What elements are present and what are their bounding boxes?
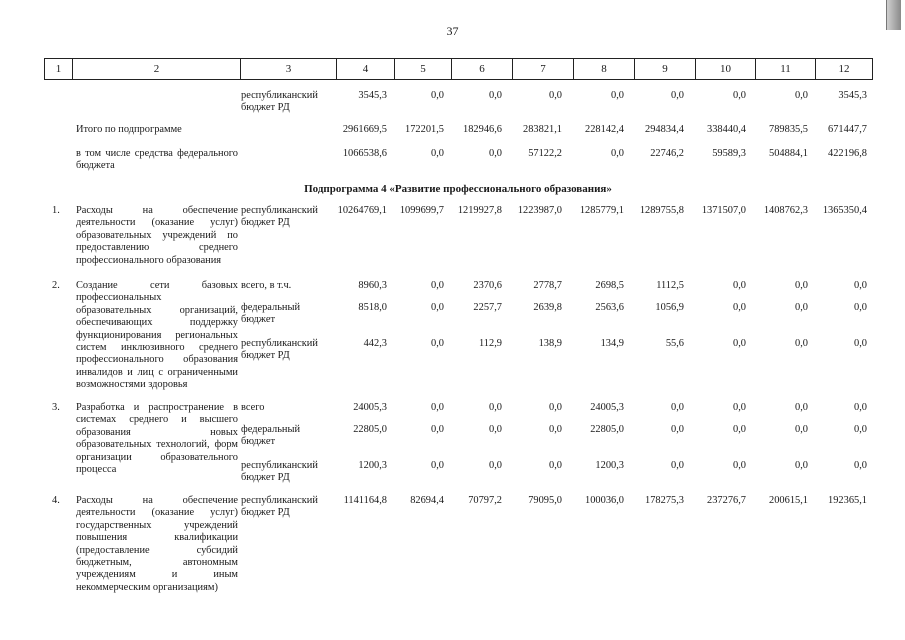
funding-source: республиканский бюджет РД [241,338,318,362]
amount-cell: 442,3 [363,338,387,349]
column-header-cell: 6 [452,59,513,80]
funding-source: республиканский бюджет РД [241,460,318,484]
funding-source: всего [241,402,265,413]
amount-cell: 0,0 [549,90,562,101]
funding-source: республиканский бюджет РД [241,205,318,229]
amount-cell: 0,0 [854,338,867,349]
amount-cell: 0,0 [489,424,502,435]
amount-cell: 1141164,8 [343,495,387,506]
table-body [44,80,872,632]
amount-cell: 0,0 [671,460,684,471]
amount-cell: 2257,7 [473,302,502,313]
amount-cell: 0,0 [431,338,444,349]
column-header-cell: 9 [635,59,696,80]
amount-cell: 0,0 [671,424,684,435]
amount-cell: 0,0 [854,424,867,435]
amount-cell: 0,0 [431,280,444,291]
amount-cell: 3545,3 [838,90,867,101]
amount-cell: 178275,3 [645,495,684,506]
amount-cell: 0,0 [733,338,746,349]
amount-cell: 2961669,5 [342,124,387,135]
amount-cell: 0,0 [795,424,808,435]
amount-cell: 0,0 [733,302,746,313]
expense-item-name: в том числе средства федерального бюджета [76,148,238,172]
amount-cell: 0,0 [854,302,867,313]
amount-cell: 1289755,8 [639,205,684,216]
amount-cell: 10264769,1 [337,205,387,216]
amount-cell: 0,0 [549,460,562,471]
amount-cell: 0,0 [431,424,444,435]
funding-source: всего, в т.ч. [241,280,292,291]
amount-cell: 2370,6 [473,280,502,291]
amount-cell: 504884,1 [769,148,808,159]
amount-cell: 0,0 [431,302,444,313]
funding-source: федеральный бюджет [241,302,301,326]
amount-cell: 0,0 [671,90,684,101]
row-number: 4. [52,495,60,506]
amount-cell: 0,0 [489,90,502,101]
amount-cell: 1371507,0 [701,205,746,216]
amount-cell: 1066538,6 [342,148,387,159]
amount-cell: 172201,5 [405,124,444,135]
amount-cell: 0,0 [733,402,746,413]
column-number-header [44,58,873,80]
column-header-cell: 4 [337,59,395,80]
row-number: 2. [52,280,60,291]
column-header-cell: 5 [395,59,452,80]
expense-item-name: Разработка и распространение в системах среднего и высшего образования новых образовательных технологий, форм организации образовательного процесса [76,402,238,476]
amount-cell: 22746,2 [650,148,684,159]
amount-cell: 0,0 [733,424,746,435]
amount-cell: 0,0 [854,280,867,291]
amount-cell: 55,6 [665,338,684,349]
amount-cell: 2639,8 [533,302,562,313]
amount-cell: 283821,1 [523,124,562,135]
amount-cell: 1223987,0 [517,205,562,216]
column-header-cell: 10 [696,59,756,80]
expense-item-name: Расходы на обеспечение деятельности (оказание услуг) государственных учреждений повышения квалификации (предоставление субсидий бюджетным, автономным учреждениям и иным некоммерческим организациям) [76,495,238,593]
amount-cell: 0,0 [795,402,808,413]
amount-cell: 789835,5 [769,124,808,135]
amount-cell: 82694,4 [410,495,444,506]
amount-cell: 0,0 [795,302,808,313]
amount-cell: 237276,7 [707,495,746,506]
amount-cell: 1056,9 [655,302,684,313]
amount-cell: 0,0 [854,460,867,471]
amount-cell: 422196,8 [828,148,867,159]
amount-cell: 59589,3 [712,148,746,159]
funding-source: федеральный бюджет [241,424,301,448]
amount-cell: 671447,7 [828,124,867,135]
amount-cell: 1285779,1 [579,205,624,216]
amount-cell: 0,0 [795,460,808,471]
amount-cell: 0,0 [431,148,444,159]
amount-cell: 294834,4 [645,124,684,135]
amount-cell: 0,0 [489,402,502,413]
amount-cell: 1365350,4 [822,205,867,216]
column-header-cell: 2 [73,59,241,80]
subprogram-heading: Подпрограмма 4 «Развитие профессионального образования» [304,183,612,195]
column-header-cell: 1 [45,59,73,80]
amount-cell: 0,0 [795,338,808,349]
page-number: 37 [446,24,459,38]
column-header-cell: 11 [756,59,816,80]
amount-cell: 0,0 [795,90,808,101]
amount-cell: 24005,3 [590,402,624,413]
column-header-cell: 3 [241,59,337,80]
amount-cell: 8518,0 [358,302,387,313]
amount-cell: 2778,7 [533,280,562,291]
amount-cell: 2698,5 [595,280,624,291]
amount-cell: 112,9 [479,338,502,349]
amount-cell: 0,0 [854,402,867,413]
amount-cell: 1408762,3 [763,205,808,216]
amount-cell: 70797,2 [468,495,502,506]
amount-cell: 0,0 [431,460,444,471]
amount-cell: 0,0 [611,148,624,159]
expense-item-name: Расходы на обеспечение деятельности (оказание услуг) образовательных учреждений по предоставлению среднего профессионального образования [76,205,238,266]
funding-source: республиканский бюджет РД [241,495,318,519]
amount-cell: 138,9 [538,338,562,349]
expense-item-name: Итого по подпрограмме [76,124,182,135]
column-header-cell: 8 [574,59,635,80]
amount-cell: 192365,1 [828,495,867,506]
amount-cell: 22805,0 [590,424,624,435]
amount-cell: 1112,5 [656,280,684,291]
amount-cell: 22805,0 [353,424,387,435]
amount-cell: 0,0 [795,280,808,291]
amount-cell: 0,0 [733,460,746,471]
amount-cell: 0,0 [431,90,444,101]
budget-table [44,58,872,632]
amount-cell: 1219927,8 [457,205,502,216]
amount-cell: 338440,4 [707,124,746,135]
amount-cell: 0,0 [733,90,746,101]
amount-cell: 2563,6 [595,302,624,313]
amount-cell: 182946,6 [463,124,502,135]
amount-cell: 0,0 [611,90,624,101]
amount-cell: 0,0 [733,280,746,291]
expense-item-name: Создание сети базовых профессиональных образовательных организаций, обеспечивающих поддержку функционирования региональных систем инклюзивного среднего профессионального образования инвалидов и лиц с ограниченными возможностями здоровья [76,280,238,391]
amount-cell: 0,0 [431,402,444,413]
amount-cell: 1200,3 [358,460,387,471]
column-header-cell: 7 [513,59,574,80]
amount-cell: 0,0 [489,460,502,471]
amount-cell: 0,0 [671,402,684,413]
row-number: 3. [52,402,60,413]
scan-edge-mark [886,0,901,30]
amount-cell: 0,0 [489,148,502,159]
amount-cell: 100036,0 [585,495,624,506]
row-number: 1. [52,205,60,216]
column-header-cell: 12 [816,59,873,80]
amount-cell: 0,0 [549,424,562,435]
amount-cell: 200615,1 [769,495,808,506]
amount-cell: 0,0 [549,402,562,413]
amount-cell: 1099699,7 [399,205,444,216]
amount-cell: 24005,3 [353,402,387,413]
amount-cell: 1200,3 [595,460,624,471]
amount-cell: 134,9 [600,338,624,349]
amount-cell: 8960,3 [358,280,387,291]
amount-cell: 79095,0 [528,495,562,506]
amount-cell: 3545,3 [358,90,387,101]
funding-source: республиканский бюджет РД [241,90,318,114]
amount-cell: 57122,2 [528,148,562,159]
amount-cell: 228142,4 [585,124,624,135]
